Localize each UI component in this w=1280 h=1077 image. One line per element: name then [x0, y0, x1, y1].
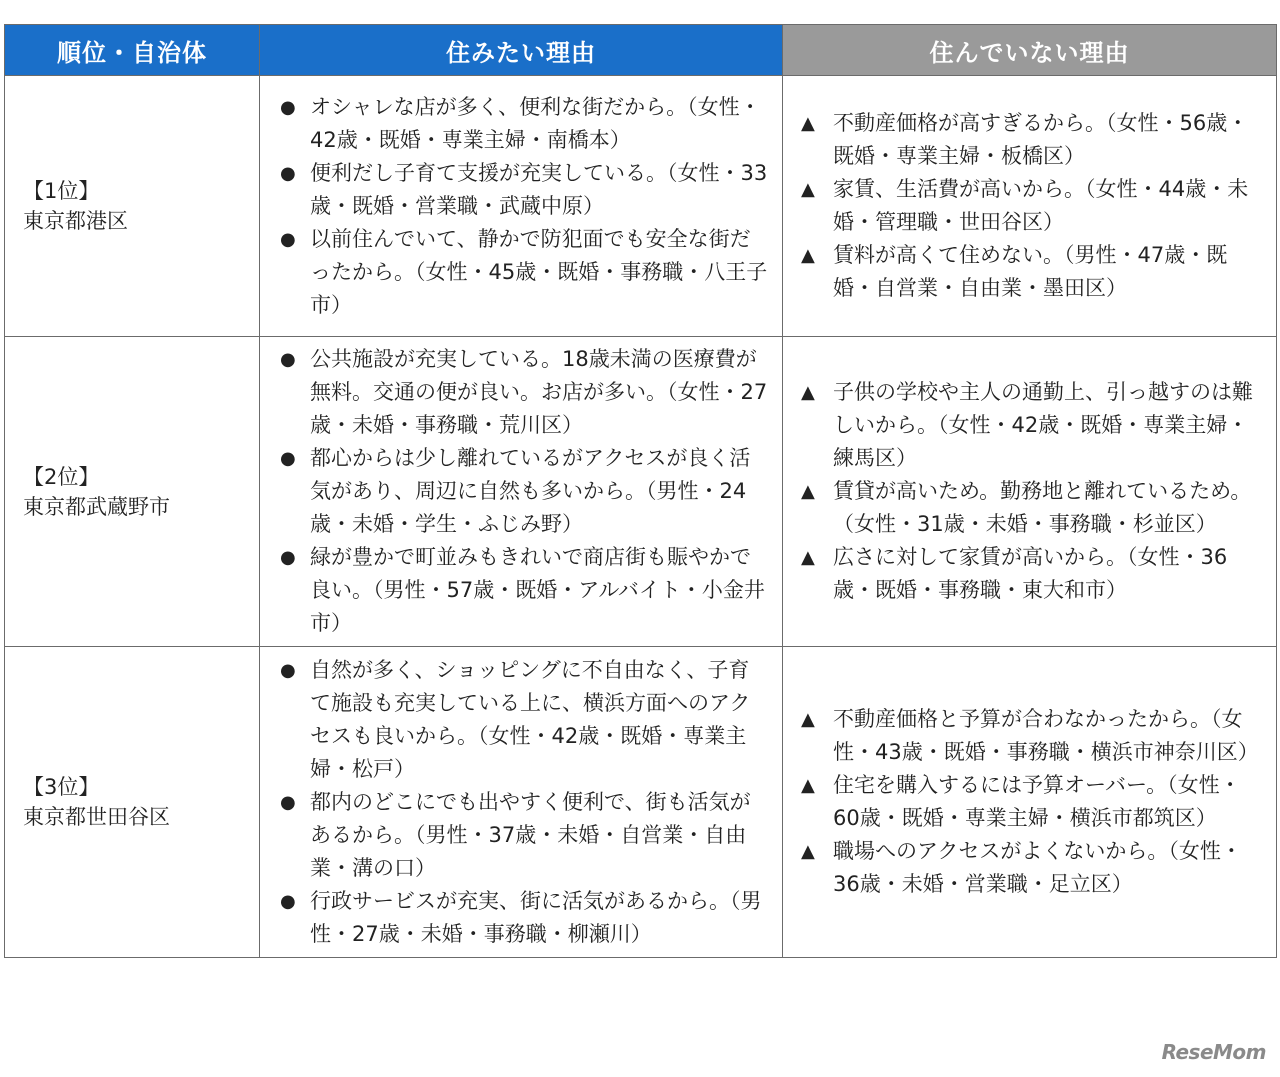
- not-reasons-cell: [783, 647, 1277, 958]
- triangle-bullet-icon: ▲: [801, 775, 815, 796]
- triangle-bullet-icon: ▲: [801, 547, 815, 568]
- city-name: 東京都武蔵野市: [23, 494, 170, 519]
- want-reason-item: ● 緑が豊かで町並みもきれいで商店街も賑やかで良い。（男性・57歳・既婚・アルバイト・小金井市）: [260, 541, 782, 640]
- want-reasons-cell: [260, 647, 783, 958]
- want-reason-item: ● 都内のどこにでも出やすく便利で、街も活気があるから。（男性・37歳・未婚・自営業・自由業・溝の口）: [260, 786, 782, 885]
- city-name: 東京都港区: [23, 209, 128, 233]
- circle-bullet-icon: ●: [280, 96, 296, 118]
- want-reason-item: ● 以前住んでいて、静かで防犯面でも安全な街だったから。（女性・45歳・既婚・事務職・八王子市）: [260, 223, 782, 322]
- city-name: 東京都世田谷区: [23, 805, 170, 829]
- table-row: [5, 76, 1277, 337]
- want-reasons-cell: [260, 76, 783, 337]
- not-reason-item: ▲ 子供の学校や主人の通勤上、引っ越すのは難しいから。（女性・42歳・既婚・専業主婦・練馬区）: [783, 376, 1276, 475]
- triangle-bullet-icon: ▲: [801, 481, 815, 502]
- not-reason-item: ▲ 家賃、生活費が高いから。（女性・44歳・未婚・管理職・世田谷区）: [783, 173, 1276, 239]
- not-reasons-cell: [783, 76, 1277, 337]
- circle-bullet-icon: ●: [280, 659, 296, 681]
- not-reason-item: ▲ 賃料が高くて住めない。（男性・47歳・既婚・自営業・自由業・墨田区）: [783, 239, 1276, 305]
- want-reason-item: ● 自然が多く、ショッピングに不自由なく、子育て施設も充実している上に、横浜方面へのアクセスも良いから。（女性・42歳・既婚・専業主婦・松戸）: [260, 654, 782, 786]
- rank-cell: [5, 647, 260, 958]
- circle-bullet-icon: ●: [280, 448, 296, 469]
- rank-cell: [5, 337, 260, 647]
- rank-label: 【1位】: [23, 179, 100, 203]
- triangle-bullet-icon: ▲: [801, 245, 815, 266]
- ranking-table: [4, 24, 1277, 958]
- want-reason-item: ● 便利だし子育て支援が充実している。（女性・33歳・既婚・営業職・武蔵中原）: [260, 157, 782, 223]
- not-reason-item: ▲ 不動産価格と予算が合わなかったから。（女性・43歳・既婚・事務職・横浜市神奈川区）: [783, 703, 1276, 769]
- want-reason-item: ● オシャレな店が多く、便利な街だから。（女性・42歳・既婚・専業主婦・南橋本）: [260, 91, 782, 157]
- triangle-bullet-icon: ▲: [801, 179, 815, 200]
- want-reason-item: ● 行政サービスが充実、街に活気があるから。（男性・27歳・未婚・事務職・柳瀬川）: [260, 885, 782, 951]
- triangle-bullet-icon: ▲: [801, 382, 815, 403]
- not-reason-item: ▲ 住宅を購入するには予算オーバー。（女性・60歳・既婚・専業主婦・横浜市都筑区）: [783, 769, 1276, 835]
- header-want-reasons: 住みたい理由: [260, 25, 783, 76]
- circle-bullet-icon: ●: [280, 791, 296, 813]
- circle-bullet-icon: ●: [280, 547, 296, 568]
- table-row: [5, 337, 1277, 647]
- want-reason-item: ● 公共施設が充実している。18歳未満の医療費が無料。交通の便が良い。お店が多い。（女性・27歳・未婚・事務職・荒川区）: [260, 343, 782, 442]
- circle-bullet-icon: ●: [280, 228, 296, 250]
- not-reason-item: ▲ 広さに対して家賃が高いから。（女性・36歳・既婚・事務職・東大和市）: [783, 541, 1276, 607]
- want-reason-item: ● 都心からは少し離れているがアクセスが良く活気があり、周辺に自然も多いから。（男性・24歳・未婚・学生・ふじみ野）: [260, 442, 782, 541]
- triangle-bullet-icon: ▲: [801, 709, 815, 730]
- table-row: [5, 647, 1277, 958]
- not-reasons-cell: [783, 337, 1277, 647]
- circle-bullet-icon: ●: [280, 162, 296, 184]
- header-row: [5, 25, 1277, 76]
- triangle-bullet-icon: ▲: [801, 841, 815, 862]
- header-rank-city: 順位・自治体: [5, 25, 260, 76]
- rank-cell: [5, 76, 260, 337]
- not-reason-item: ▲ 賃貸が高いため。勤務地と離れているため。（女性・31歳・未婚・事務職・杉並区）: [783, 475, 1276, 541]
- want-reasons-cell: [260, 337, 783, 647]
- header-not-living-reasons: 住んでいない理由: [783, 25, 1277, 76]
- circle-bullet-icon: ●: [280, 349, 296, 370]
- triangle-bullet-icon: ▲: [801, 113, 815, 134]
- resemom-logo: ReseMom: [1161, 1040, 1266, 1064]
- not-reason-item: ▲ 不動産価格が高すぎるから。（女性・56歳・既婚・専業主婦・板橋区）: [783, 107, 1276, 173]
- circle-bullet-icon: ●: [280, 890, 296, 912]
- rank-label: 【3位】: [23, 775, 100, 799]
- rank-label: 【2位】: [23, 464, 100, 489]
- not-reason-item: ▲ 職場へのアクセスがよくないから。（女性・36歳・未婚・営業職・足立区）: [783, 835, 1276, 901]
